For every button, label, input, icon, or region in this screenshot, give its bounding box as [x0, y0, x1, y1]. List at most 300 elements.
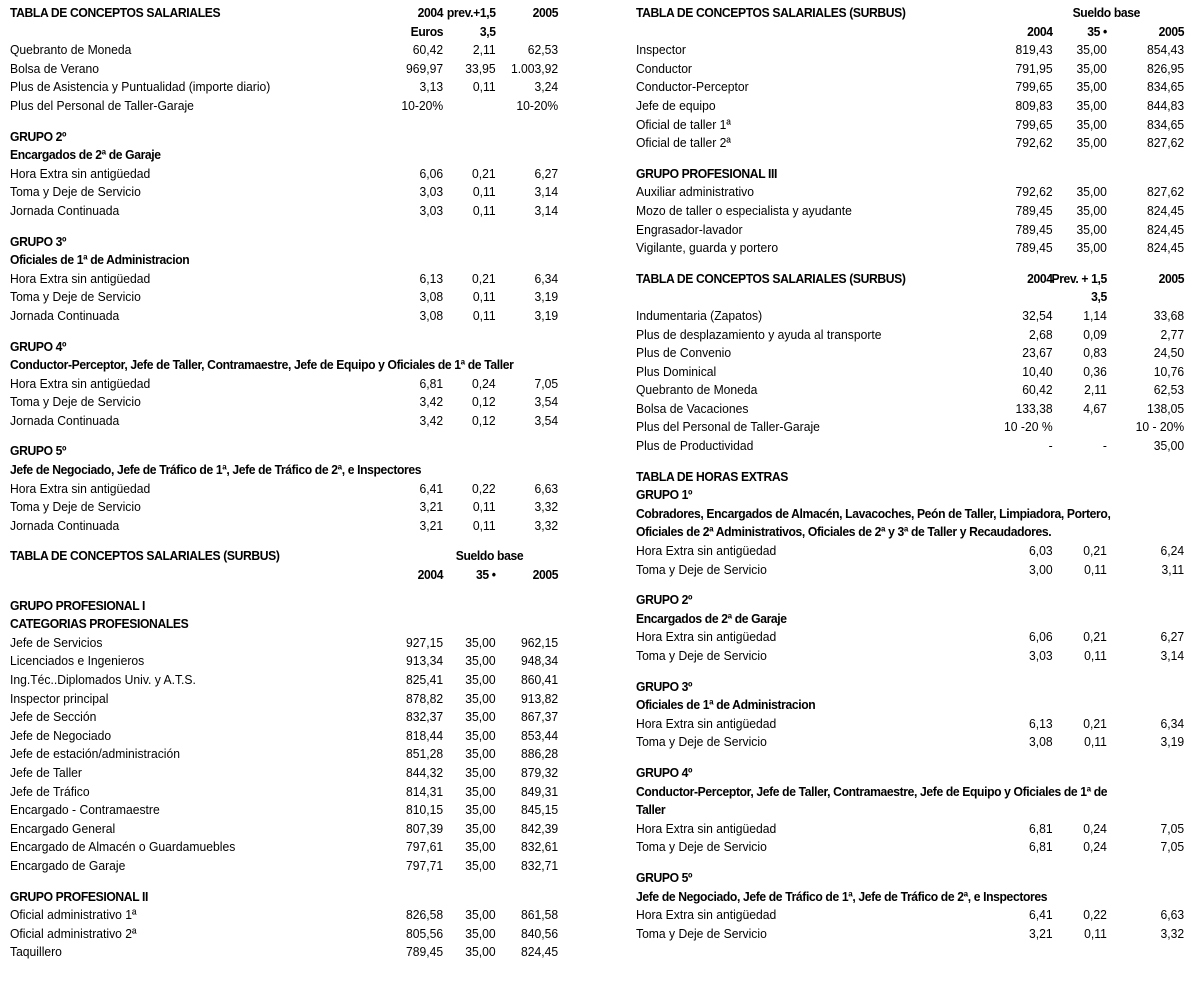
value-col-2: 0,11: [1084, 648, 1107, 663]
spacer: [10, 326, 560, 338]
table-header: [10, 566, 560, 585]
value-col-3: 7,05: [1160, 820, 1185, 836]
table-row: [636, 134, 1186, 153]
value-col-2: 35,00: [465, 925, 496, 941]
value-col-1: Euros: [410, 23, 444, 39]
row-label: Toma y Deje de Servicio: [636, 839, 767, 855]
value-col-3: 3,54: [534, 412, 559, 428]
value-col-3: 3,11: [1161, 561, 1185, 577]
value-col-3: 7,05: [1160, 839, 1185, 855]
row-label: Jefe de Sección: [10, 709, 97, 725]
section-subheading: [636, 610, 1186, 629]
value-col-3: 842,39: [521, 820, 559, 836]
table-row: [636, 733, 1186, 752]
value-col-1: 791,95: [1015, 60, 1053, 76]
table-row: [636, 363, 1186, 382]
spacer: [636, 456, 1186, 468]
spacer: [10, 116, 560, 128]
value-col-2: 0,22: [1083, 907, 1107, 923]
value-col-2: 0,21: [1083, 629, 1107, 645]
spacer: [636, 153, 1186, 165]
section-subheading: [10, 356, 560, 375]
left-column: [10, 4, 560, 962]
section-heading: [636, 165, 1186, 184]
section-subheading: [636, 783, 1186, 802]
section-heading: [10, 128, 560, 147]
value-col-1: 3,13: [419, 79, 444, 95]
table-row: [636, 542, 1186, 561]
row-label: Hora Extra sin antigüedad: [636, 543, 777, 559]
row-label: GRUPO 3º: [636, 678, 693, 694]
table-row: [636, 715, 1186, 734]
value-col-1: 2004: [1027, 23, 1053, 39]
value-col-3: 6,24: [1160, 543, 1185, 559]
section-subheading: [636, 523, 1186, 542]
value-col-1: 60,42: [412, 42, 444, 58]
value-col-3: 824,45: [521, 944, 559, 960]
value-col-1: 6,81: [419, 375, 444, 391]
spacer: [10, 876, 560, 888]
value-col-2: 0,21: [1083, 715, 1107, 731]
row-label: Taller: [636, 802, 666, 818]
table-row: [636, 838, 1186, 857]
table-row: [10, 820, 560, 839]
value-col-2: 1,14: [1083, 307, 1107, 323]
value-col-1: 3,42: [419, 394, 444, 410]
table-header: [10, 4, 560, 23]
value-col-3: 6,34: [1160, 715, 1185, 731]
value-col-1: 6,06: [419, 165, 444, 181]
value-col-3: 6,27: [1160, 629, 1185, 645]
row-label: Oficiales de 2ª Administrativos, Oficiales de 2ª y 3ª de Taller y Recaudadores.: [636, 524, 1052, 540]
row-label: Jefe de Negociado: [10, 727, 112, 743]
value-col-1: 913,34: [406, 653, 444, 669]
row-label: Toma y Deje de Servicio: [636, 925, 767, 941]
value-col-1: 851,28: [406, 746, 444, 762]
row-label: Hora Extra sin antigüedad: [10, 270, 151, 286]
value-col-1: 10-20%: [401, 97, 444, 113]
value-col-3: 3,19: [534, 307, 559, 323]
row-label: Mozo de taller o especialista y ayudante: [636, 202, 852, 218]
section-heading: [636, 591, 1186, 610]
row-label: Toma y Deje de Servicio: [10, 289, 141, 305]
value-col-2: 35,00: [465, 820, 496, 836]
right-column: [636, 4, 1186, 943]
table-header: [10, 23, 560, 42]
value-col-2: 35,00: [465, 746, 496, 762]
row-label: Inspector: [636, 42, 686, 58]
value-col-1: 2004: [1027, 270, 1053, 286]
value-col-1: 825,41: [406, 672, 444, 687]
value-col-2: 35,00: [1076, 135, 1107, 151]
row-label: GRUPO PROFESIONAL I: [10, 597, 146, 613]
table-header: [10, 547, 560, 566]
value-col-3: 62,53: [1153, 382, 1185, 398]
value-col-1: 818,44: [406, 727, 444, 743]
row-label: Bolsa de Vacaciones: [636, 400, 749, 416]
value-col-2: 35,00: [1076, 240, 1107, 256]
table-row: [10, 801, 560, 820]
value-col-1: 3,42: [419, 412, 444, 428]
row-label: Conductor: [636, 60, 692, 76]
table-row: [10, 727, 560, 746]
value-col-2: 0,36: [1083, 363, 1107, 379]
value-col-2: 35,00: [1076, 221, 1107, 237]
table-row: [636, 381, 1186, 400]
row-label: GRUPO 3º: [10, 233, 67, 249]
row-label: Encargados de 2ª de Garaje: [636, 610, 787, 626]
value-col-1: 6,81: [1028, 820, 1053, 836]
table-row: [10, 652, 560, 671]
value-col-1: 878,82: [406, 690, 444, 706]
row-label: Encargados de 2ª de Garaje: [10, 147, 161, 163]
value-col-3: 2005: [532, 567, 559, 583]
value-col-1: 789,45: [406, 944, 444, 960]
table-row: [10, 307, 560, 326]
section-subheading: [10, 146, 560, 165]
row-label: Jefe de equipo: [636, 97, 716, 113]
row-label: Plus de Convenio: [636, 345, 732, 361]
section-subheading: [636, 801, 1186, 820]
value-col-1: -: [1048, 438, 1053, 454]
section-subheading: [10, 251, 560, 270]
table-row: [10, 288, 560, 307]
table-row: [636, 437, 1186, 456]
row-label: Jefe de estación/administración: [10, 746, 180, 762]
row-label: Taquillero: [10, 944, 62, 960]
value-col-2: 35 •: [1087, 23, 1107, 39]
value-col-1: 3,08: [419, 307, 444, 323]
value-col-2: 35,00: [465, 839, 496, 855]
row-label: Encargado de Almacén o Guardamuebles: [10, 839, 236, 855]
value-col-1: 23,67: [1022, 345, 1053, 361]
section-heading: [636, 764, 1186, 783]
table-row: [10, 671, 560, 690]
value-col-2: 35,00: [1076, 184, 1107, 200]
row-label: Ing.Téc..Diplomados Univ. y A.T.S.: [10, 672, 196, 687]
section-subheading: [636, 888, 1186, 907]
table-row: [10, 97, 560, 116]
value-col-2: 0,11: [1084, 561, 1107, 577]
value-col-2: 35,00: [465, 783, 496, 799]
value-col-3: 832,71: [521, 857, 559, 873]
table-row: [10, 60, 560, 79]
value-col-2: 3,5: [479, 23, 496, 39]
table-row: [636, 561, 1186, 580]
table-row: [10, 498, 560, 517]
row-label: Jefe de Servicios: [10, 634, 103, 650]
row-label: Engrasador-lavador: [636, 221, 743, 237]
table-row: [636, 307, 1186, 326]
row-label: GRUPO 5º: [636, 869, 693, 885]
value-col-1: 797,71: [406, 857, 444, 873]
value-col-2: 0,24: [1083, 839, 1107, 855]
value-col-2: 0,09: [1083, 326, 1107, 342]
value-col-2: 35,00: [465, 653, 496, 669]
value-col-2: -: [1102, 438, 1107, 454]
row-label: Jefe de Negociado, Jefe de Tráfico de 1ª, Jefe de Tráfico de 2ª, e Inspectores: [10, 462, 422, 478]
row-label: Oficial administrativo 2ª: [10, 925, 137, 941]
spacer: [636, 752, 1186, 764]
value-col-1: 10,40: [1022, 363, 1053, 379]
value-col-2: 0,11: [472, 307, 496, 323]
value-col-2: 0,83: [1083, 345, 1107, 361]
value-col-3: 3,32: [1160, 925, 1185, 941]
table-row: [636, 221, 1186, 240]
value-col-3: 824,45: [1147, 221, 1185, 237]
spacer: [10, 585, 560, 597]
row-label: Oficial de taller 1ª: [636, 116, 731, 132]
value-col-3: 824,45: [1147, 202, 1185, 218]
row-label: Oficial de taller 2ª: [636, 135, 731, 151]
row-label: TABLA DE CONCEPTOS SALARIALES (SURBUS): [10, 548, 280, 564]
table-row: [10, 634, 560, 653]
table-header: [636, 270, 1186, 289]
row-label: Jornada Continuada: [10, 517, 120, 533]
row-label: Plus de desplazamiento y ayuda al transporte: [636, 326, 882, 342]
section-subheading: [636, 505, 1186, 524]
row-label: GRUPO 2º: [636, 592, 693, 608]
table-row: [10, 783, 560, 802]
value-col-1: 789,45: [1015, 240, 1053, 256]
table-row: [636, 202, 1186, 221]
table-row: [636, 183, 1186, 202]
row-label: Plus Dominical: [636, 363, 717, 379]
value-col-3: 2005: [1158, 23, 1185, 39]
value-col-3: 1.003,92: [510, 60, 559, 76]
section-subheading: [636, 696, 1186, 715]
table-row: [636, 60, 1186, 79]
table-row: [636, 326, 1186, 345]
table-row: [10, 708, 560, 727]
value-col-3: 138,05: [1147, 400, 1185, 416]
value-col-2: prev.+1,5: [446, 5, 496, 20]
value-col-1: 10 -20 %: [1004, 419, 1053, 435]
table-row: [636, 820, 1186, 839]
value-col-3: 6,63: [1160, 907, 1185, 923]
table-row: [636, 418, 1186, 437]
value-col-2: 0,12: [471, 394, 496, 410]
table-row: [10, 41, 560, 60]
value-col-2: 35,00: [1076, 60, 1107, 76]
value-col-2: 0,11: [1084, 925, 1107, 941]
table-row: [10, 925, 560, 944]
table-header: [636, 288, 1186, 307]
table-row: [10, 745, 560, 764]
row-label: Quebranto de Moneda: [10, 42, 132, 58]
value-col-2: 35,00: [1076, 79, 1107, 95]
row-label: GRUPO 5º: [10, 443, 67, 459]
value-col-3: 2005: [1158, 270, 1185, 286]
row-label: TABLA DE CONCEPTOS SALARIALES: [10, 5, 221, 20]
table-row: [10, 838, 560, 857]
value-col-3: 3,32: [534, 499, 559, 515]
row-label: Vigilante, guarda y portero: [636, 240, 779, 256]
row-label: Plus del Personal de Taller-Garaje: [10, 97, 194, 113]
row-label: Plus de Asistencia y Puntualidad (importe diario): [10, 79, 271, 95]
row-label: Encargado de Garaje: [10, 857, 126, 873]
section-heading: [10, 442, 560, 461]
section-heading: [10, 615, 560, 634]
value-col-3: 3,19: [534, 289, 559, 305]
table-row: [10, 517, 560, 536]
value-col-3: 913,82: [521, 690, 559, 706]
section-subheading: [10, 461, 560, 480]
row-label: Quebranto de Moneda: [636, 382, 758, 398]
value-col-3: 853,44: [521, 727, 559, 743]
value-col-2: 0,24: [1083, 820, 1107, 836]
value-col-2: 0,11: [472, 79, 496, 95]
table-row: [636, 344, 1186, 363]
value-col-1: 6,13: [419, 270, 444, 286]
column-group-header: Sueldo base: [1072, 5, 1141, 20]
value-col-1: 133,38: [1015, 400, 1053, 416]
value-col-2: 35,00: [465, 764, 496, 780]
value-col-3: 10-20%: [516, 97, 559, 113]
value-col-2: 0,11: [472, 499, 496, 515]
table-row: [10, 202, 560, 221]
row-label: Toma y Deje de Servicio: [636, 561, 767, 577]
section-heading: [636, 486, 1186, 505]
row-label: GRUPO PROFESIONAL III: [636, 165, 778, 181]
value-col-3: 834,65: [1147, 116, 1185, 132]
value-col-3: 3,14: [534, 202, 559, 218]
value-col-1: 819,43: [1015, 42, 1053, 58]
table-row: [636, 97, 1186, 116]
value-col-1: 2,68: [1028, 326, 1053, 342]
value-col-1: 799,65: [1015, 79, 1053, 95]
value-col-1: 3,03: [419, 184, 444, 200]
value-col-2: 35,00: [465, 727, 496, 743]
value-col-3: 827,62: [1147, 184, 1185, 200]
table-row: [636, 647, 1186, 666]
row-label: Encargado General: [10, 820, 116, 836]
section-heading: [636, 678, 1186, 697]
value-col-1: 60,42: [1022, 382, 1053, 398]
value-col-3: 849,31: [521, 783, 559, 799]
value-col-1: 832,37: [406, 709, 444, 725]
table-row: [10, 943, 560, 962]
table-row: [10, 412, 560, 431]
value-col-1: 3,21: [419, 517, 444, 533]
value-col-3: 62,53: [527, 42, 559, 58]
value-col-3: 832,61: [521, 839, 559, 855]
row-label: Jefe de Negociado, Jefe de Tráfico de 1ª, Jefe de Tráfico de 2ª, e Inspectores: [636, 888, 1048, 904]
table-row: [10, 764, 560, 783]
table-row: [10, 480, 560, 499]
table-row: [10, 165, 560, 184]
row-label: Hora Extra sin antigüedad: [636, 715, 777, 731]
row-label: Jefe de Taller: [10, 764, 82, 780]
value-col-3: 854,43: [1147, 42, 1185, 58]
table-row: [636, 628, 1186, 647]
value-col-2: 35,00: [465, 709, 496, 725]
table-row: [10, 690, 560, 709]
value-col-2: 33,95: [465, 60, 496, 76]
row-label: Hora Extra sin antigüedad: [636, 629, 777, 645]
table-row: [10, 270, 560, 289]
value-col-1: 6,06: [1028, 629, 1053, 645]
table-row: [636, 41, 1186, 60]
value-col-1: 807,39: [406, 820, 444, 836]
value-col-2: 0,11: [1084, 734, 1107, 750]
row-label: TABLA DE HORAS EXTRAS: [636, 468, 789, 484]
row-label: Toma y Deje de Servicio: [10, 499, 141, 515]
table-row: [10, 375, 560, 394]
row-label: Licenciados e Ingenieros: [10, 653, 145, 669]
row-label: Indumentaria (Zapatos): [636, 307, 763, 323]
value-col-1: 799,65: [1015, 116, 1053, 132]
value-col-2: 0,21: [1083, 543, 1107, 559]
value-col-2: 35,00: [465, 672, 496, 687]
value-col-1: 792,62: [1015, 184, 1053, 200]
row-label: CATEGORIAS PROFESIONALES: [10, 616, 189, 632]
spacer: [636, 579, 1186, 591]
row-label: TABLA DE CONCEPTOS SALARIALES (SURBUS): [636, 270, 906, 286]
row-label: Bolsa de Verano: [10, 60, 100, 76]
value-col-2: 35,00: [465, 634, 496, 650]
value-col-3: 2005: [532, 5, 559, 20]
row-label: Hora Extra sin antigüedad: [10, 480, 151, 496]
value-col-3: 824,45: [1147, 240, 1185, 256]
row-label: GRUPO PROFESIONAL II: [10, 888, 149, 904]
value-col-3: 7,05: [534, 375, 559, 391]
value-col-2: 0,22: [471, 480, 496, 496]
value-col-1: 805,56: [406, 925, 444, 941]
spacer: [636, 666, 1186, 678]
value-col-1: 3,03: [419, 202, 444, 218]
value-col-1: 32,54: [1022, 307, 1053, 323]
section-heading: [10, 888, 560, 907]
section-heading: [10, 233, 560, 252]
value-col-1: 797,61: [406, 839, 444, 855]
row-label: Toma y Deje de Servicio: [636, 734, 767, 750]
value-col-3: 962,15: [521, 634, 559, 650]
row-label: Conductor-Perceptor, Jefe de Taller, Contramaestre, Jefe de Equipo y Oficiales de 1ª de: [636, 783, 1108, 799]
value-col-3: 35,00: [1153, 438, 1185, 454]
row-label: TABLA DE CONCEPTOS SALARIALES (SURBUS): [636, 5, 906, 20]
value-col-1: 814,31: [406, 783, 444, 799]
value-col-3: 879,32: [521, 764, 559, 780]
value-col-1: 3,21: [419, 499, 444, 515]
row-label: Plus de Productividad: [636, 438, 754, 454]
value-col-1: 789,45: [1015, 202, 1053, 218]
value-col-1: 844,32: [406, 764, 444, 780]
value-col-3: 3,54: [534, 394, 559, 410]
value-col-3: 2,77: [1160, 326, 1185, 342]
row-label: Oficial administrativo 1ª: [10, 907, 137, 923]
value-col-2: Prev. + 1,5: [1051, 270, 1107, 286]
value-col-2: 35,00: [465, 690, 496, 706]
spacer: [636, 857, 1186, 869]
row-label: Auxiliar administrativo: [636, 184, 755, 200]
section-heading: [636, 869, 1186, 888]
row-label: Conductor-Perceptor, Jefe de Taller, Contramaestre, Jefe de Equipo y Oficiales de 1ª de Taller: [10, 357, 514, 373]
table-row: [636, 400, 1186, 419]
row-label: Toma y Deje de Servicio: [10, 394, 141, 410]
value-col-1: 6,13: [1028, 715, 1053, 731]
value-col-2: 35,00: [465, 907, 496, 923]
value-col-1: 927,15: [406, 634, 444, 650]
row-label: GRUPO 2º: [10, 128, 67, 144]
value-col-3: 3,24: [534, 79, 559, 95]
row-label: Encargado - Contramaestre: [10, 802, 160, 818]
spacer: [10, 430, 560, 442]
section-heading: [636, 468, 1186, 487]
value-col-3: 6,27: [534, 165, 559, 181]
value-col-1: 810,15: [406, 802, 444, 818]
value-col-3: 886,28: [521, 746, 559, 762]
